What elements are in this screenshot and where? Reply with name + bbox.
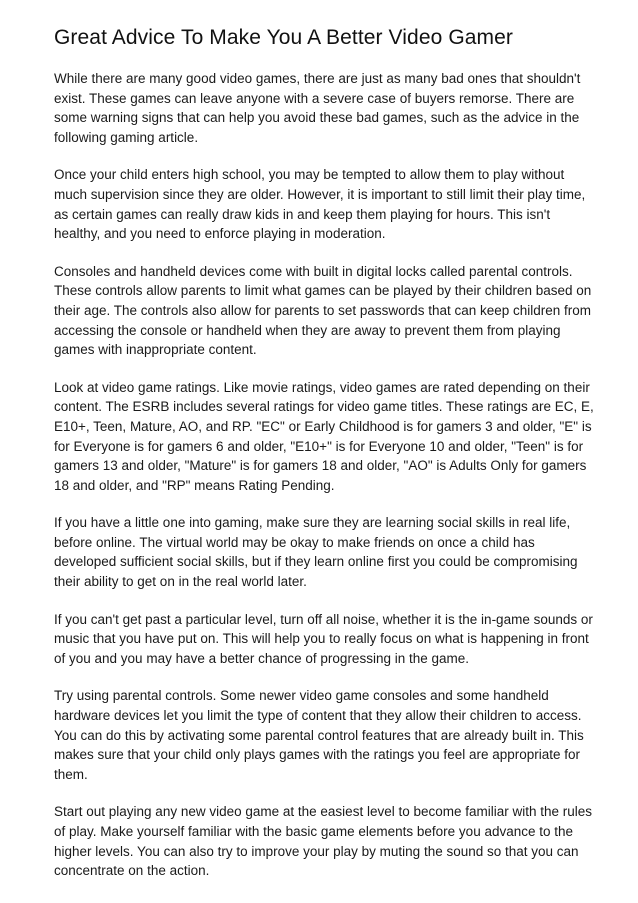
paragraph-intro: While there are many good video games, there are just as many bad ones that shouldn't exist. These games can leave anyone with a severe case of buyers remorse. There are some warning signs that can help you avoid these bad games, such as the advice in the following gaming article.: [54, 71, 581, 145]
paragraph-parental-locks: Consoles and handheld devices come with built in digital locks called parental controls. These controls allow parents to limit what games can be played by their children based on their age. The controls also allow for parents to set passwords that can keep children from accessing the console or handheld when they are away to prevent them from playing games with inappropriate content.: [54, 263, 592, 358]
paragraph-high-school: Once your child enters high school, you may be tempted to allow them to play without much supervision since they are older. However, it is important to still limit their play time, as certain games can really draw kids in and keep them playing for hours. This isn't healthy, and you need to enforce playing in moderation.: [54, 167, 586, 242]
paragraph-noise: If you can't get past a particular level, turn off all noise, whether it is the in-game sounds or music that you have put on. This will help you to really focus on what is happening in front of you and you may have a better chance of progressing in the game.: [54, 611, 593, 666]
paragraph-ratings: Look at video game ratings. Like movie ratings, video games are rated depending on their content. The ESRB includes several ratings for video game titles. These ratings are EC, E, E10+, Teen, Mature, AO, and RP. "EC" or Early Childhood is for gamers 3 and older, "E" is for Everyone is for gamers 6 and older, "E10+" is for Everyone 10 and older, "Teen" is for gamers 13 and older, "Mature" is for gamers 18 and older, "AO" is Adults Only for gamers 18 and older, and "RP" means Rating Pending.: [54, 379, 594, 493]
page-title: Great Advice To Make You A Better Video Gamer: [54, 26, 514, 49]
paragraph-social-skills: If you have a little one into gaming, make sure they are learning social skills in real life, before online. The virtual world may be okay to make friends on once a child has developed sufficient social skills, but if they learn online first you could be compromising their ability to get on in the real world later.: [54, 515, 578, 590]
paragraph-parental-controls: Try using parental controls. Some newer video game consoles and some handheld hardware devices let you limit the type of content that they allow their children to access. You can do this by activating some parental control features that are already built in. This makes sure that your child only plays games with the ratings you feel are appropriate for them.: [54, 688, 584, 782]
document-page: [54, 24, 594, 899]
paragraph-easiest-level: Start out playing any new video game at the easiest level to become familiar with the rules of play. Make yourself familiar with the basic game elements before you advance to the higher levels. You can also try to improve your play by muting the sound so that you can concentrate on the action.: [54, 804, 593, 879]
